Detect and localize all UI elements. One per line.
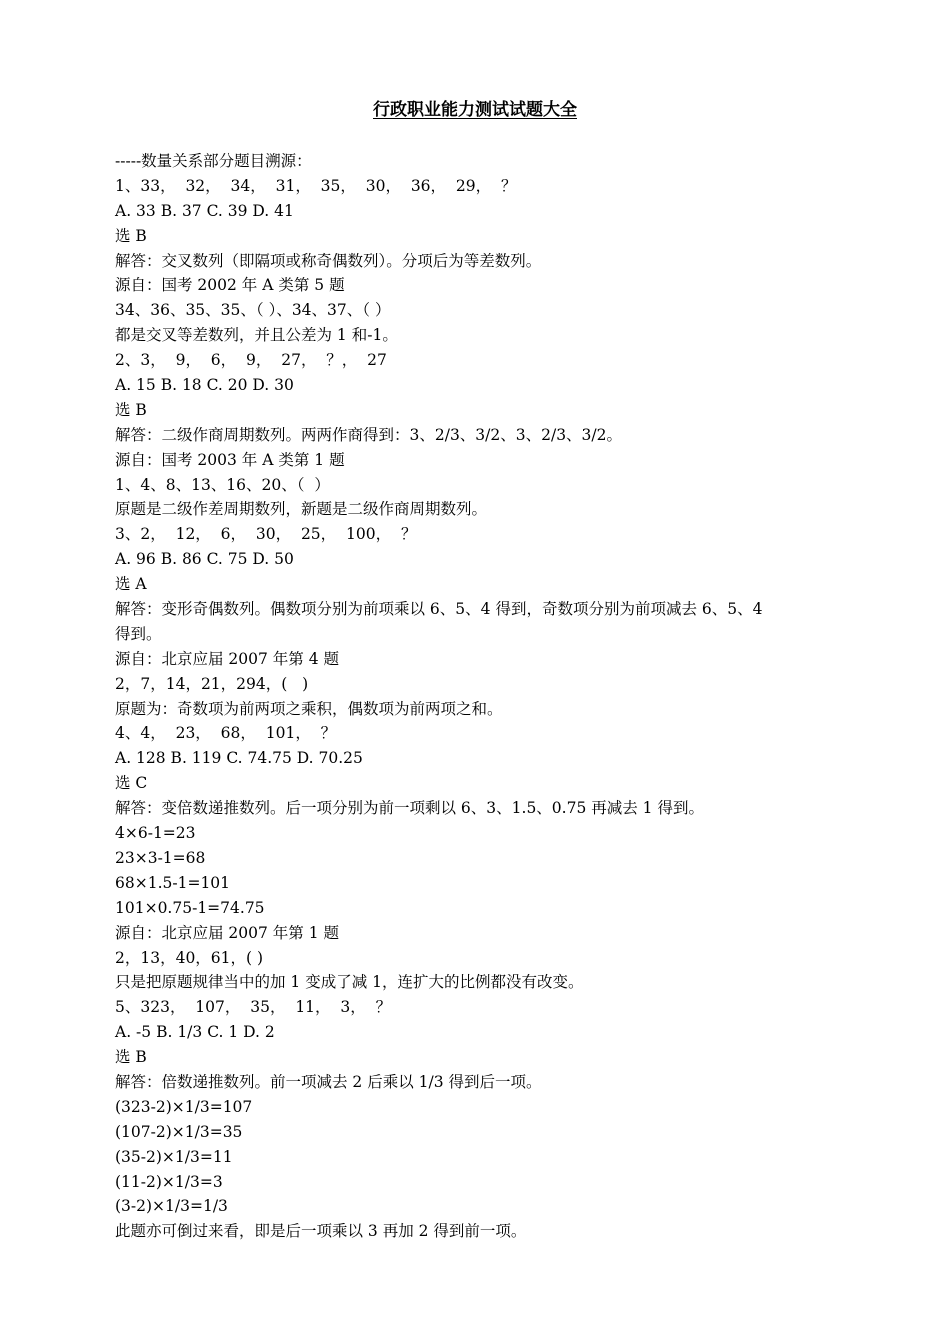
text-line: (35-2)×1/3=11 [115, 1147, 233, 1166]
text-line: 源自：北京应届 2007 年第 4 题 [115, 649, 340, 668]
text-line: A. 96 B. 86 C. 75 D. 50 [115, 550, 294, 569]
text-line: 选 C [115, 774, 148, 793]
text-line: 5、323， 107， 35， 11， 3， ？ [115, 998, 392, 1017]
text-line: (11-2)×1/3=3 [115, 1172, 223, 1191]
page-title: 行政职业能力测试试题大全 [373, 100, 577, 120]
text-line: 都是交叉等差数列，并且公差为 1 和-1。 [115, 326, 398, 345]
text-line: 解答：变形奇偶数列。偶数项分别为前项乘以 6、5、4 得到，奇数项分别为前项减去 6、5、4 [115, 600, 763, 619]
text-line: 得到。 [115, 624, 162, 643]
text-line: 2、3， 9， 6， 9， 27， ？， 27 [115, 351, 387, 370]
text-line: (323-2)×1/3=107 [115, 1097, 253, 1116]
text-line: A. 33 B. 37 C. 39 D. 41 [115, 201, 294, 220]
text-line: (107-2)×1/3=35 [115, 1122, 243, 1141]
text-line: -----数量关系部分题目溯源： [115, 152, 312, 170]
text-line: A. 128 B. 119 C. 74.75 D. 70.25 [115, 749, 363, 768]
text-line: 2，13，40，61，( ) [115, 948, 264, 967]
text-line: 3、2， 12， 6， 30， 25， 100， ？ [115, 525, 417, 544]
text-line: 解答：变倍数递推数列。后一项分别为前一项剩以 6、3、1.5、0.75 再减去 1 得到。 [115, 799, 704, 818]
text-line: 解答：二级作商周期数列。两两作商得到：3、2/3、3/2、3、2/3、3/2。 [115, 425, 623, 444]
text-line: 只是把原题规律当中的加 1 变成了减 1，连扩大的比例都没有改变。 [115, 973, 584, 992]
text-line: 选 A [115, 575, 147, 594]
text-line: 1、33， 32， 34， 31， 35， 30， 36， 29， ？ [115, 176, 517, 195]
text-line: 1、4、8、13、16、20、（ ） [115, 475, 330, 494]
text-line: 2，7，14，21，294，( ) [115, 674, 309, 693]
text-line: (3-2)×1/3=1/3 [115, 1197, 228, 1216]
text-line: 68×1.5-1=101 [115, 873, 231, 892]
text-line: 此题亦可倒过来看，即是后一项乘以 3 再加 2 得到前一项。 [115, 1222, 527, 1241]
text-line: 101×0.75-1=74.75 [115, 898, 265, 917]
text-line: A. 15 B. 18 C. 20 D. 30 [115, 376, 294, 395]
text-line: 解答：交叉数列（即隔项或称奇偶数列）。分项后为等差数列。 [115, 251, 542, 270]
text-line: 34、36、35、35、（ ）、34、37、（ ） [115, 301, 391, 320]
text-line: 源自：北京应届 2007 年第 1 题 [115, 923, 340, 942]
document-body [115, 149, 840, 1244]
text-line: 选 B [115, 1048, 147, 1067]
text-line: 源自：国考 2002 年 A 类第 5 题 [115, 276, 345, 295]
text-line: A. -5 B. 1/3 C. 1 D. 2 [115, 1023, 275, 1042]
text-line: 源自：国考 2003 年 A 类第 1 题 [115, 450, 345, 469]
text-line: 解答：倍数递推数列。前一项减去 2 后乘以 1/3 得到后一项。 [115, 1072, 542, 1091]
text-line: 4×6-1=23 [115, 824, 196, 843]
text-line: 4、4， 23， 68， 101， ？ [115, 724, 337, 743]
text-line: 原题为：奇数项为前两项之乘积，偶数项为前两项之和。 [115, 699, 503, 718]
text-line: 原题是二级作差周期数列，新题是二级作商周期数列。 [115, 500, 488, 519]
text-line: 选 B [115, 400, 147, 419]
text-line: 选 B [115, 226, 147, 245]
text-line: 23×3-1=68 [115, 848, 206, 867]
